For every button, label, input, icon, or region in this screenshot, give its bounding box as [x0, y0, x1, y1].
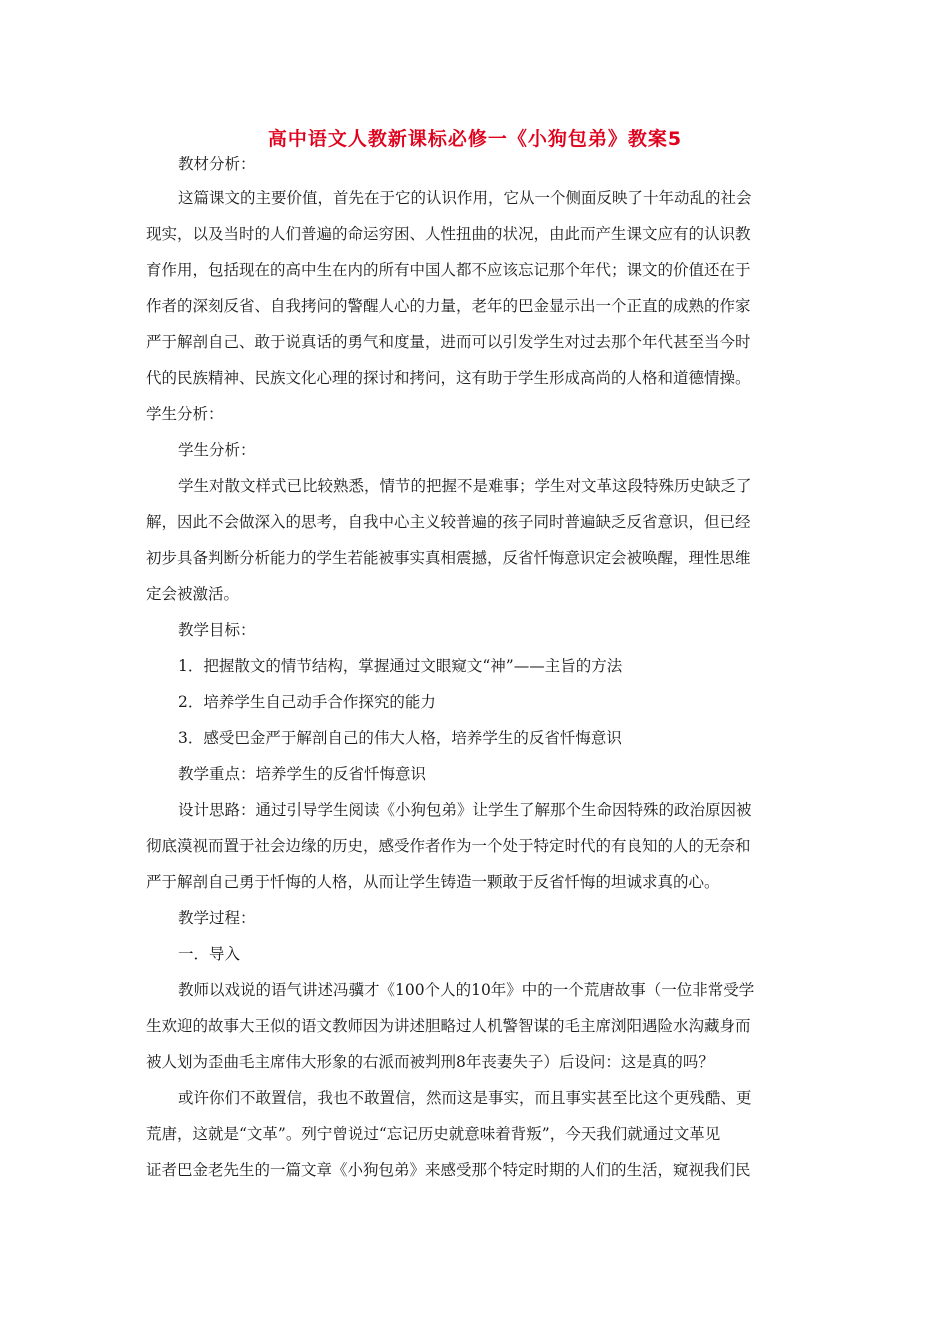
paragraph-line: 定会被激活。	[146, 585, 240, 603]
paragraph-line: 现实，以及当时的人们普遍的命运穷困、人性扭曲的状况，由此而产生课文应有的认识教	[146, 225, 751, 243]
paragraph-line: 代的民族精神、民族文化心理的探讨和拷问，这有助于学生形成高尚的人格和道德情操。	[146, 369, 751, 387]
paragraph-line: 严于解剖自己勇于忏悔的人格，从而让学生铸造一颗敢于反省忏悔的坦诚求真的心。	[146, 873, 720, 891]
paragraph-line: 育作用，包括现在的高中生在内的所有中国人都不应该忘记那个年代；课文的价值还在于	[146, 261, 751, 279]
paragraph-line: 作者的深刻反省、自我拷问的警醒人心的力量，老年的巴金显示出一个正直的成熟的作家	[146, 297, 751, 315]
subsection-heading-intro: 一．导入	[178, 945, 241, 963]
paragraph-line: 学生分析：	[146, 405, 224, 423]
paragraph-line: 荒唐，这就是“文革”。列宁曾说过“忘记历史就意味着背叛”，今天我们就通过文革见	[146, 1125, 721, 1143]
section-heading-teaching-goals: 教学目标：	[178, 621, 256, 639]
paragraph-line: 教师以戏说的语气讲述冯骥才《100个人的10年》中的一个荒唐故事（一位非常受学	[178, 981, 755, 999]
paragraph-line: 严于解剖自己、敢于说真话的勇气和度量，进而可以引发学生对过去那个年代甚至当今时	[146, 333, 751, 351]
section-heading-textbook-analysis: 教材分析：	[178, 155, 256, 173]
document-title: 高中语文人教新课标必修一《小狗包弟》教案5	[267, 128, 683, 150]
paragraph-line: 被人划为歪曲毛主席伟大形象的右派而被判刑8年丧妻失子）后设问：这是真的吗？	[146, 1053, 714, 1071]
teaching-focus: 教学重点：培养学生的反省忏悔意识	[178, 765, 427, 783]
paragraph-line: 生欢迎的故事大王似的语文教师因为讲述胆略过人机警智谋的毛主席浏阳遇险水沟藏身而	[146, 1017, 751, 1035]
goal-item: 3．感受巴金严于解剖自己的伟大人格，培养学生的反省忏悔意识	[178, 729, 622, 747]
paragraph-line: 解，因此不会做深入的思考，自我中心主义较普遍的孩子同时普遍缺乏反省意识，但已经	[146, 513, 751, 531]
goal-item: 2．培养学生自己动手合作探究的能力	[178, 693, 436, 711]
paragraph-line: 或许你们不敢置信，我也不敢置信，然而这是事实，而且事实甚至比这个更残酷、更	[178, 1089, 752, 1107]
paragraph-line: 学生对散文样式已比较熟悉，情节的把握不是难事；学生对文革这段特殊历史缺乏了	[178, 477, 752, 495]
paragraph-line: 彻底漠视而置于社会边缘的历史，感受作者作为一个处于特定时代的有良知的人的无奈和	[146, 837, 751, 855]
section-heading-teaching-process: 教学过程：	[178, 909, 256, 927]
section-heading-student-analysis: 学生分析：	[178, 441, 256, 459]
paragraph-line: 证者巴金老先生的一篇文章《小狗包弟》来感受那个特定时期的人们的生活，窥视我们民	[146, 1161, 751, 1179]
paragraph-line: 初步具备判断分析能力的学生若能被事实真相震撼，反省忏悔意识定会被唤醒，理性思维	[146, 549, 751, 567]
paragraph-line: 这篇课文的主要价值，首先在于它的认识作用，它从一个侧面反映了十年动乱的社会	[178, 189, 752, 207]
goal-item: 1．把握散文的情节结构，掌握通过文眼窥文“神”——主旨的方法	[178, 657, 623, 675]
paragraph-line: 设计思路：通过引导学生阅读《小狗包弟》让学生了解那个生命因特殊的政治原因被	[178, 801, 752, 819]
